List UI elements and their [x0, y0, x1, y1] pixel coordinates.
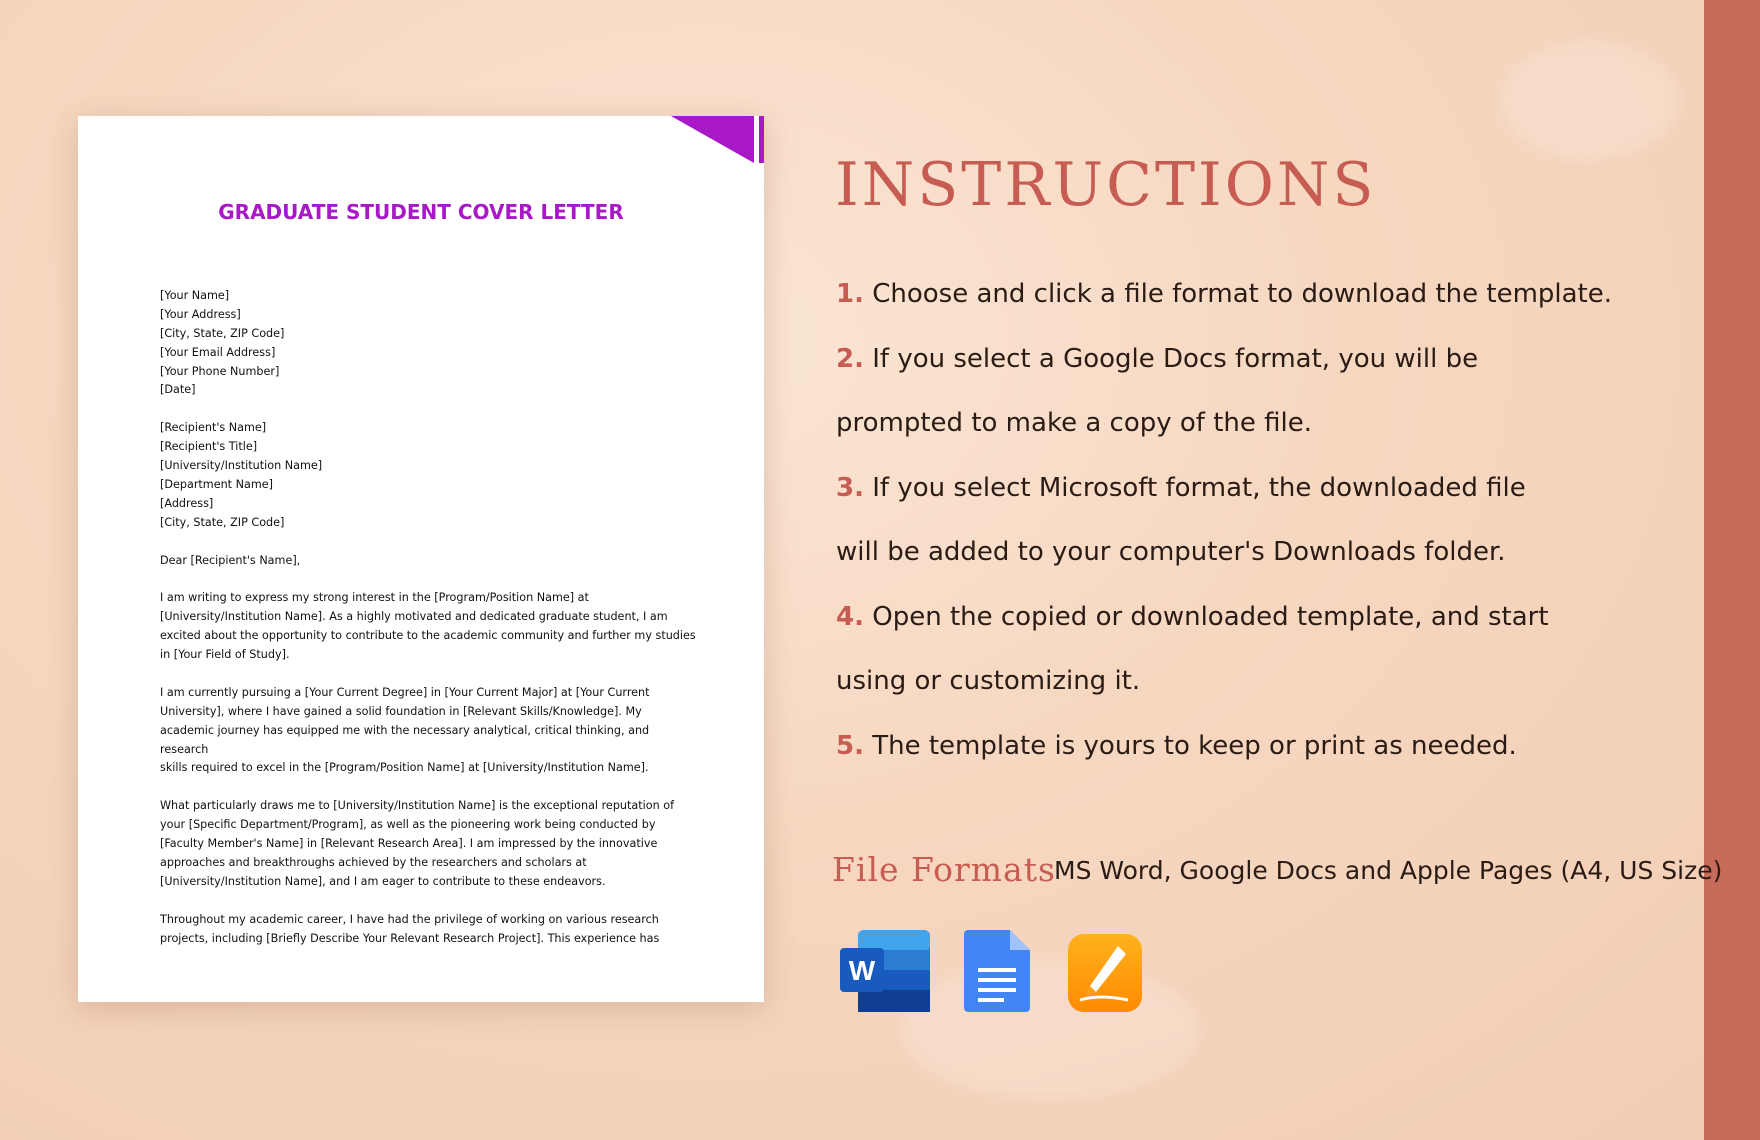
instruction-step-3	[836, 456, 1656, 585]
recipient-line: [Department Name]	[160, 477, 273, 491]
paragraph-line: skills required to excel in the [Program/Position Name] at [University/Institution Name].	[160, 761, 649, 775]
recipient-line: [City, State, ZIP Code]	[160, 515, 285, 529]
paragraph-line: I am writing to express my strong interest in the [Program/Position Name] at	[160, 591, 589, 605]
paragraph-line: your [Specific Department/Program], as well as the pioneering work being conducted by	[160, 818, 656, 832]
step-number: 2.	[836, 343, 864, 374]
paragraph-line: academic journey has equipped me with the necessary analytical, critical thinking, and research	[160, 723, 650, 756]
recipient-line: [Address]	[160, 496, 214, 510]
step-number: 5.	[836, 730, 864, 761]
ms-word-icon[interactable]	[838, 928, 932, 1014]
document-body	[160, 268, 700, 967]
sender-line: [Your Address]	[160, 307, 241, 321]
recipient-line: [University/Institution Name]	[160, 459, 323, 473]
paragraph-line: projects, including [Briefly Describe Your Relevant Research Project]. This experience has	[160, 931, 660, 945]
paragraph-line: Throughout my academic career, I have had the privilege of working on various research	[160, 912, 659, 926]
salutation-text: Dear [Recipient's Name],	[160, 553, 301, 567]
instructions-title: INSTRUCTIONS	[835, 150, 1377, 220]
instructions-list	[836, 262, 1656, 778]
step-text: The template is yours to keep or print as needed.	[872, 730, 1517, 761]
step-number: 4.	[836, 601, 864, 632]
document-preview	[78, 116, 764, 1002]
step-text: using or customizing it.	[836, 666, 1141, 696]
corner-edge	[759, 116, 764, 163]
instruction-step-4	[836, 585, 1656, 714]
paragraph-line: What particularly draws me to [University/Institution Name] is the exceptional reputation of	[160, 799, 675, 813]
instruction-step-2	[836, 327, 1656, 456]
step-text: Choose and click a file format to download the template.	[872, 279, 1613, 309]
step-text: Open the copied or downloaded template, and start	[872, 601, 1549, 632]
sender-line: [Date]	[160, 383, 196, 397]
side-stripe	[1704, 0, 1760, 1140]
paragraph-line: in [Your Field of Study].	[160, 648, 290, 662]
sender-line: [Your Phone Number]	[160, 364, 280, 378]
paragraph-line: I am currently pursuing a [Your Current Degree] in [Your Current Major] at [Your Current	[160, 685, 650, 699]
sender-line: [Your Name]	[160, 288, 230, 302]
instruction-step-1	[836, 262, 1656, 327]
document-title: GRADUATE STUDENT COVER LETTER	[218, 200, 624, 224]
step-text: will be added to your computer's Downloads folder.	[836, 537, 1506, 567]
apple-pages-icon[interactable]	[1066, 932, 1144, 1014]
paragraph-line: [University/Institution Name]. As a highly motivated and dedicated graduate student, I am	[160, 610, 668, 624]
sender-line: [Your Email Address]	[160, 345, 276, 359]
instruction-step-5	[836, 714, 1656, 779]
step-text: If you select Microsoft format, the downloaded file	[872, 472, 1526, 503]
google-docs-icon[interactable]	[962, 928, 1032, 1014]
step-number: 3.	[836, 472, 864, 503]
file-formats-label: File Formats	[832, 850, 1056, 889]
step-text: If you select a Google Docs format, you will be	[872, 343, 1479, 374]
step-number: 1.	[836, 279, 864, 309]
file-formats-value: MS Word, Google Docs and Apple Pages (A4, US Size)	[1054, 856, 1723, 885]
paragraph-line: [Faculty Member's Name] in [Relevant Research Area]. I am impressed by the innovative	[160, 837, 658, 851]
corner-ribbon	[671, 116, 754, 163]
paragraph-line: University], where I have gained a solid foundation in [Relevant Skills/Knowledge]. My	[160, 704, 642, 718]
recipient-line: [Recipient's Name]	[160, 421, 267, 435]
paragraph-line: approaches and breakthroughs achieved by the researchers and scholars at	[160, 856, 587, 869]
paragraph-line: [University/Institution Name], and I am eager to contribute to these endeavors.	[160, 874, 606, 888]
recipient-line: [Recipient's Title]	[160, 440, 258, 454]
paragraph-line: excited about the opportunity to contribute to the academic community and further my studies	[160, 629, 696, 643]
step-text: prompted to make a copy of the file.	[836, 408, 1313, 438]
sender-line: [City, State, ZIP Code]	[160, 326, 285, 340]
svg-text:W: W	[848, 955, 876, 986]
